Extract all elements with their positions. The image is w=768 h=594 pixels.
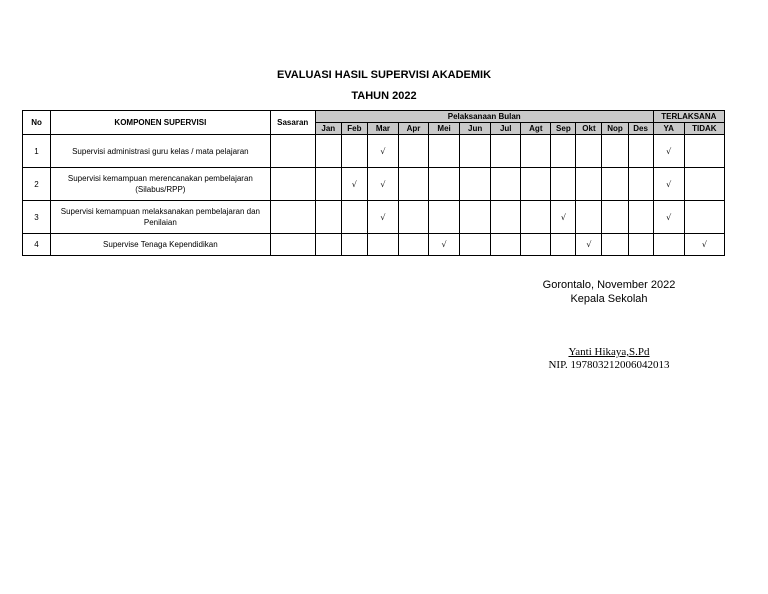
month-cell xyxy=(341,135,367,168)
month-cell xyxy=(315,168,341,201)
header-done-tidak: TIDAK xyxy=(684,123,724,135)
month-cell xyxy=(551,135,576,168)
month-cell xyxy=(551,168,576,201)
month-cell xyxy=(491,135,521,168)
row-number: 3 xyxy=(23,201,51,234)
header-month: Agt xyxy=(521,123,551,135)
table-row xyxy=(23,168,725,201)
month-cell xyxy=(398,201,428,234)
header-no: No xyxy=(23,111,51,135)
signer-name: Yanti Hikaya,S.Pd xyxy=(568,346,650,358)
month-cell xyxy=(602,234,628,256)
header-month: Apr xyxy=(398,123,428,135)
header-month: Feb xyxy=(341,123,367,135)
done-tidak-cell xyxy=(684,168,724,201)
month-cell xyxy=(315,234,341,256)
done-ya-cell: √ xyxy=(653,168,684,201)
component-cell: Supervise Tenaga Kependidikan xyxy=(51,234,271,256)
header-month: Mei xyxy=(429,123,460,135)
month-cell xyxy=(576,201,602,234)
month-cell xyxy=(602,168,628,201)
table-row xyxy=(23,201,725,234)
row-number: 2 xyxy=(23,168,51,201)
header-month: Jun xyxy=(460,123,491,135)
month-cell: √ xyxy=(341,168,367,201)
month-cell xyxy=(398,135,428,168)
month-cell xyxy=(429,168,460,201)
done-tidak-cell xyxy=(684,201,724,234)
header-month: Okt xyxy=(576,123,602,135)
header-month: Jan xyxy=(315,123,341,135)
month-cell xyxy=(460,201,491,234)
table-row xyxy=(23,234,725,256)
header-done-ya: YA xyxy=(653,123,684,135)
signature-officer-block xyxy=(519,346,699,372)
row-number: 1 xyxy=(23,135,51,168)
target-cell xyxy=(270,201,315,234)
month-cell xyxy=(315,201,341,234)
month-cell xyxy=(521,135,551,168)
month-cell xyxy=(602,201,628,234)
done-ya-cell: √ xyxy=(653,201,684,234)
month-cell xyxy=(576,168,602,201)
header-month: Mar xyxy=(367,123,398,135)
component-cell: Supervisi administrasi guru kelas / mata pelajaran xyxy=(51,135,271,168)
target-cell xyxy=(270,234,315,256)
header-done-group: TERLAKSANA xyxy=(653,111,724,123)
target-cell xyxy=(270,135,315,168)
table-row xyxy=(23,135,725,168)
month-cell xyxy=(460,168,491,201)
month-cell xyxy=(521,234,551,256)
month-cell xyxy=(429,135,460,168)
month-cell: √ xyxy=(367,201,398,234)
document-title: EVALUASI HASIL SUPERVISI AKADEMIK xyxy=(276,69,492,81)
month-cell xyxy=(315,135,341,168)
month-cell xyxy=(521,201,551,234)
month-cell xyxy=(460,135,491,168)
month-cell xyxy=(460,234,491,256)
month-cell xyxy=(628,135,653,168)
month-cell xyxy=(576,135,602,168)
month-cell: √ xyxy=(429,234,460,256)
component-cell: Supervisi kemampuan melaksanakan pembelajaran dan Penilaian xyxy=(51,201,271,234)
month-cell xyxy=(367,234,398,256)
header-target: Sasaran xyxy=(270,111,315,135)
component-cell: Supervisi kemampuan merencanakan pembelajaran (Silabus/RPP) xyxy=(51,168,271,201)
done-ya-cell xyxy=(653,234,684,256)
month-cell xyxy=(398,168,428,201)
document-year: TAHUN 2022 xyxy=(351,90,417,102)
row-number: 4 xyxy=(23,234,51,256)
header-month: Sep xyxy=(551,123,576,135)
month-cell: √ xyxy=(367,168,398,201)
supervision-table xyxy=(22,110,725,256)
month-cell xyxy=(602,135,628,168)
month-cell: √ xyxy=(551,201,576,234)
month-cell xyxy=(521,168,551,201)
header-month: Jul xyxy=(491,123,521,135)
month-cell xyxy=(341,201,367,234)
month-cell xyxy=(628,168,653,201)
month-cell: √ xyxy=(367,135,398,168)
signer-position: Kepala Sekolah xyxy=(570,293,648,305)
header-month: Des xyxy=(628,123,653,135)
month-cell xyxy=(628,234,653,256)
target-cell xyxy=(270,168,315,201)
header-months-group: Pelaksanaan Bulan xyxy=(315,111,653,123)
done-tidak-cell: √ xyxy=(684,234,724,256)
month-cell xyxy=(551,234,576,256)
done-ya-cell: √ xyxy=(653,135,684,168)
header-component: KOMPONEN SUPERVISI xyxy=(51,111,271,135)
place-date: Gorontalo, November 2022 xyxy=(542,279,676,291)
month-cell xyxy=(628,201,653,234)
month-cell xyxy=(398,234,428,256)
month-cell xyxy=(491,201,521,234)
signature-place-block xyxy=(519,278,699,306)
done-tidak-cell xyxy=(684,135,724,168)
month-cell xyxy=(341,234,367,256)
header-month: Nop xyxy=(602,123,628,135)
month-cell xyxy=(429,201,460,234)
month-cell: √ xyxy=(576,234,602,256)
month-cell xyxy=(491,168,521,201)
month-cell xyxy=(491,234,521,256)
signer-nip: NIP. 197803212006042013 xyxy=(548,359,670,371)
